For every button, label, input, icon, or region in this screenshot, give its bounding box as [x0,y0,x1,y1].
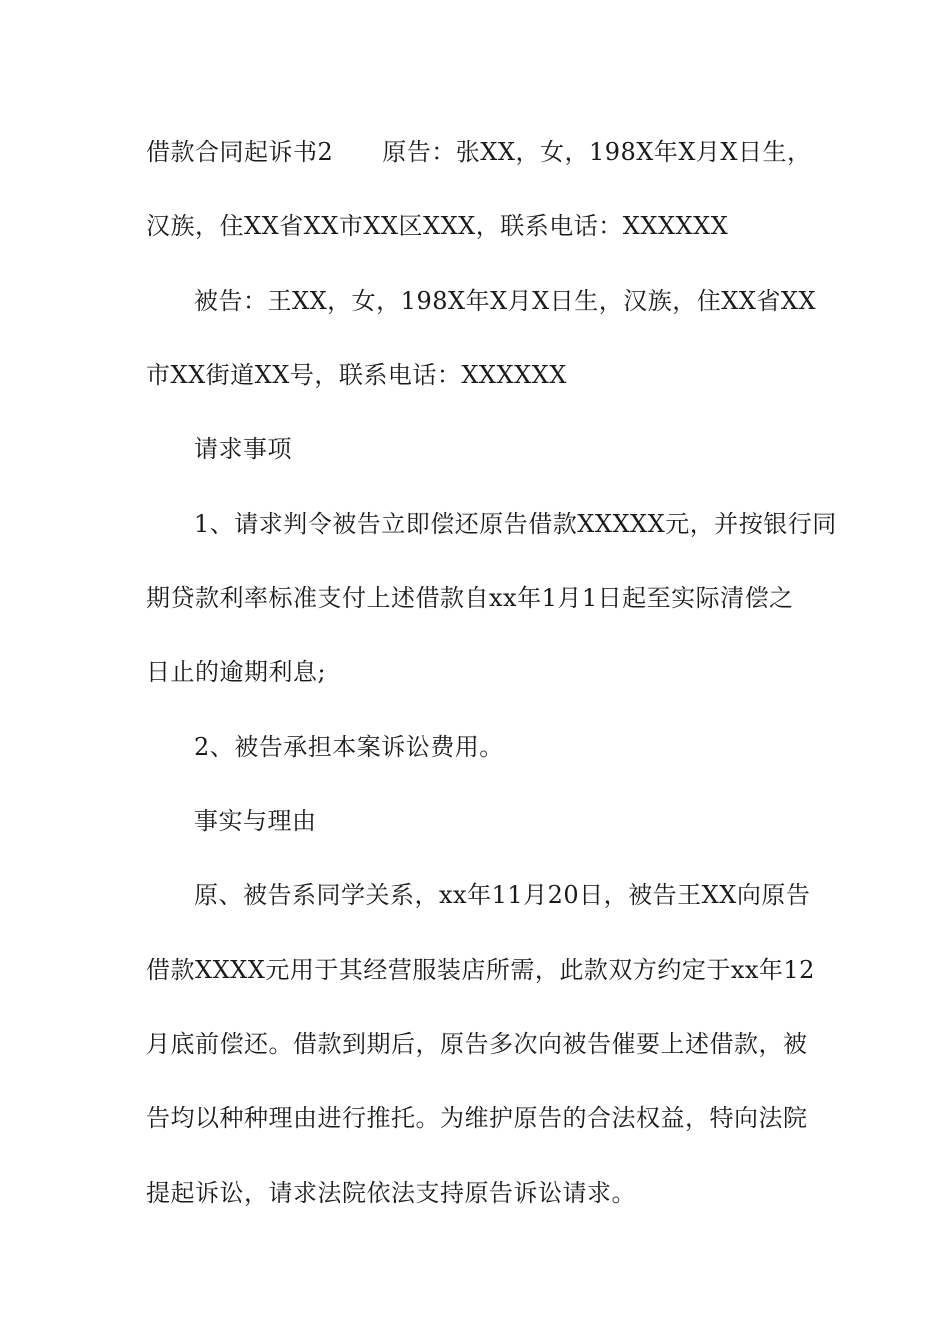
text-line: 借款XXXX元用于其经营服装店所需，此款双方约定于xx年12 [146,956,815,984]
text-line: 被告：王XX，女，198X年X月X日生，汉族，住XX省XX [194,287,817,315]
text-line: 月底前偿还。借款到期后，原告多次向被告催要上述借款，被 [146,1030,808,1058]
section-heading: 请求事项 [194,435,292,463]
text-line: 期贷款利率标准支付上述借款自xx年1月1日起至实际清偿之 [146,584,794,612]
text-line: 提起诉讼，请求法院依法支持原告诉讼请求。 [146,1179,636,1207]
text-line: 市XX街道XX号，联系电话：XXXXXX [146,361,567,389]
text-line: 日止的逾期利息; [146,658,327,686]
text-line: 借款合同起诉书2 原告：张XX，女，198X年X月X日生， [146,138,812,166]
text-line: 汉族，住XX省XX市XX区XXX，联系电话：XXXXXX [146,212,729,240]
text-line: 1、请求判令被告立即偿还原告借款XXXXX元，并按银行同 [194,510,837,538]
text-line: 告均以种种理由进行推托。为维护原告的合法权益，特向法院 [146,1104,808,1132]
section-heading: 事实与理由 [194,807,317,835]
text-line: 2、被告承担本案诉讼费用。 [194,733,504,761]
text-line: 原、被告系同学关系，xx年11月20日，被告王XX向原告 [194,881,811,909]
